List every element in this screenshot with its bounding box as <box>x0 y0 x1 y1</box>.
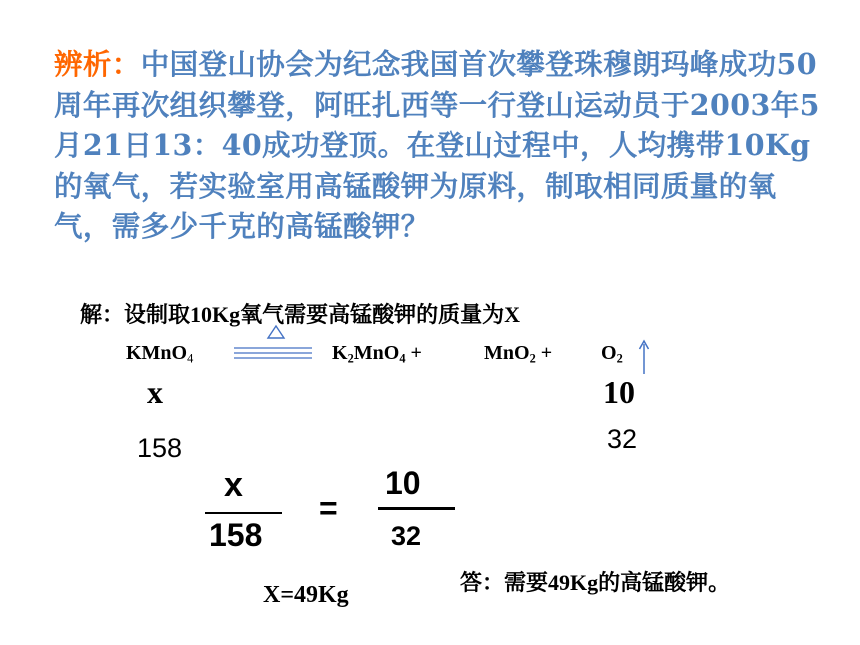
gas-arrow-icon <box>637 338 651 376</box>
proportion-left-denominator: 158 <box>209 517 263 553</box>
proportion-right-denominator: 32 <box>391 521 422 551</box>
problem-text: 中国登山协会为纪念我国首次攀登珠穆朗玛峰成功50周年再次组织攀登，阿旺扎西等一行登山运动员于2003年5月21日13：40成功登顶。在登山过程中，人均携带10Kg的氧气，若实验室用高锰酸钾为原料，制取相同质量的氧气，需多少千克的高锰酸钾？ <box>54 47 820 243</box>
proportion-left-numerator: x <box>224 466 243 504</box>
heating-triangle-icon <box>268 326 284 338</box>
problem-statement <box>54 44 824 247</box>
reaction-equals-sign <box>230 320 320 364</box>
molar-mass-o2: 32 <box>607 424 638 454</box>
answer-statement: 答：需要49Kg的高锰酸钾。 <box>460 570 731 595</box>
oxygen-mass-value: 10 <box>603 374 635 410</box>
problem-lead: 辨析： <box>54 47 141 81</box>
unknown-mass-label: x <box>147 374 163 410</box>
proportion-equals: = <box>319 490 338 526</box>
equation-product-o2: $O_2$ <box>601 342 623 366</box>
proportion-right-numerator: 10 <box>385 465 421 501</box>
molar-mass-kmno4: 158 <box>137 433 183 463</box>
equation-product-k2mno4: $K_2MnO_4$ + <box>332 342 422 366</box>
equation-product-mno2: MnO$_2$ + <box>484 342 553 366</box>
proportion-right-fraction-bar <box>378 507 455 510</box>
proportion-left-fraction-bar <box>205 512 282 514</box>
solution-setup: 解：设制取10Kg氧气需要高锰酸钾的质量为X <box>80 302 521 327</box>
equation-reactant: KMnO$_4$ <box>126 342 194 366</box>
result-value: X=49Kg <box>263 582 349 608</box>
